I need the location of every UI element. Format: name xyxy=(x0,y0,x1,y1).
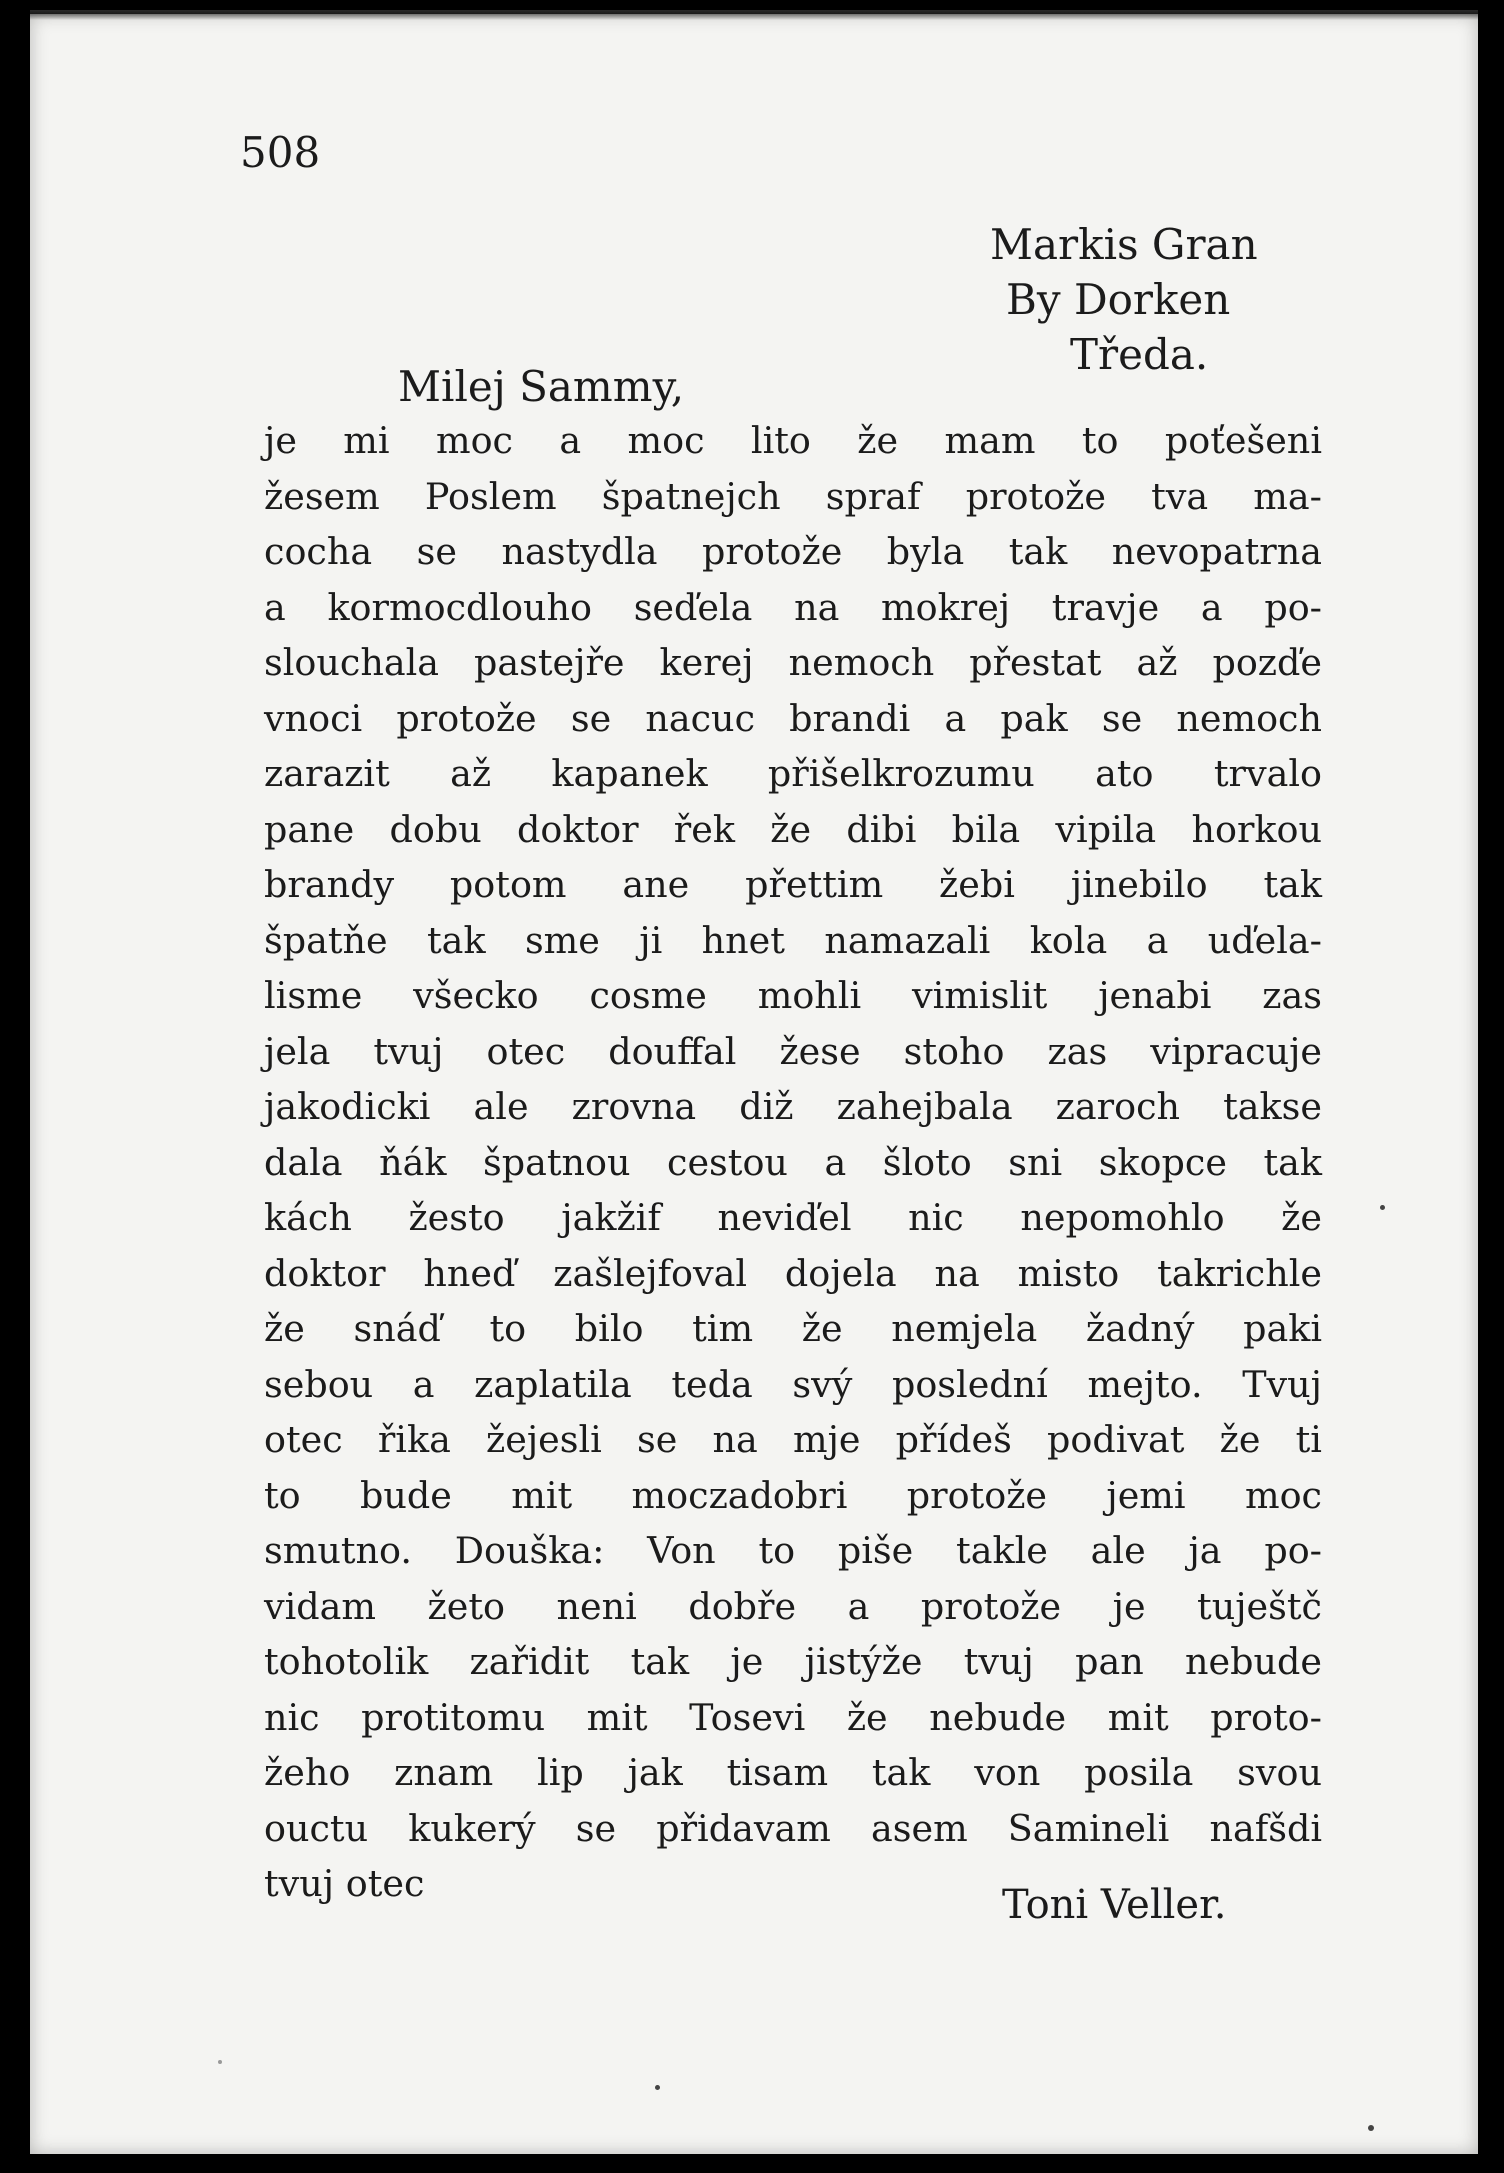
body-line: sebou a zaplatila teda svý poslední mejto. Tvuj xyxy=(264,1362,1322,1406)
body-line: vnoci protože se nacuc brandi a pak se nemoch xyxy=(264,696,1322,740)
body-line: pane dobu doktor řek že dibi bila vipila horkou xyxy=(264,807,1322,851)
body-line: cocha se nastydla protože byla tak nevopatrna xyxy=(264,530,1322,573)
body-line: nic protitomu mit Tosevi že nebude mit proto- xyxy=(264,1695,1322,1739)
scan-speck xyxy=(1380,1205,1385,1210)
body-line: a kormocdlouho seďela na mokrej travje a po- xyxy=(264,585,1322,629)
body-line: špatňe tak sme ji hnet namazali kola a uďela- xyxy=(264,918,1322,962)
body-line: dala ňák špatnou cestou a šloto sni skopce tak xyxy=(264,1140,1322,1184)
scan-speck xyxy=(218,2060,222,2064)
body-line: to bude mit moczadobri protože jemi moc xyxy=(264,1473,1322,1517)
body-line-final: tvuj otec xyxy=(264,1862,425,1905)
letter-body xyxy=(264,413,1322,1912)
place-line-1: Markis Gran xyxy=(990,220,1258,269)
body-line: otec řika žejesli se na mje přídeš podivat že ti xyxy=(264,1418,1322,1461)
body-line: tohotolik zařidit tak je jistýže tvuj pan nebude xyxy=(264,1640,1322,1683)
body-line: vidam žeto neni dobře a protože je tuještč xyxy=(264,1584,1322,1628)
body-line: ouctu kukerý se přidavam asem Samineli nafšdi xyxy=(264,1806,1322,1850)
body-line: zarazit až kapanek přišelkrozumu ato trvalo xyxy=(264,752,1322,795)
page-number: 508 xyxy=(240,128,321,177)
signature: Toni Veller. xyxy=(1002,1882,1227,1928)
body-line: je mi moc a moc lito že mam to poťešeni xyxy=(264,419,1322,462)
place-line-3: Tředa. xyxy=(1070,330,1209,379)
body-line: slouchala pastejře kerej nemoch přestat až pozďe xyxy=(264,641,1322,684)
body-line: brandy potom ane přettim žebi jinebilo tak xyxy=(264,863,1322,906)
body-line: že snáď to bilo tim že nemjela žadný paki xyxy=(264,1307,1322,1350)
scan-speck xyxy=(1368,2125,1374,2131)
body-line: jela tvuj otec douffal žese stoho zas vipracuje xyxy=(264,1029,1322,1073)
body-line: lisme všecko cosme mohli vimislit jenabi zas xyxy=(264,974,1322,1017)
place-line-2: By Dorken xyxy=(1006,275,1231,324)
scan-speck xyxy=(655,2085,660,2090)
body-line: jakodicki ale zrovna diž zahejbala zaroch takse xyxy=(264,1085,1322,1128)
body-line: smutno. Douška: Von to piše takle ale ja po- xyxy=(264,1529,1322,1572)
scan-edge xyxy=(30,10,1478,20)
body-line: žeho znam lip jak tisam tak von posila svou xyxy=(264,1751,1322,1794)
salutation: Milej Sammy, xyxy=(398,362,685,411)
body-line: kách žesto jakžif neviďel nic nepomohlo že xyxy=(264,1196,1322,1239)
body-line: doktor hneď zašlejfoval dojela na misto takrichle xyxy=(264,1251,1322,1295)
body-line: žesem Poslem špatnejch spraf protože tva ma- xyxy=(264,474,1322,518)
